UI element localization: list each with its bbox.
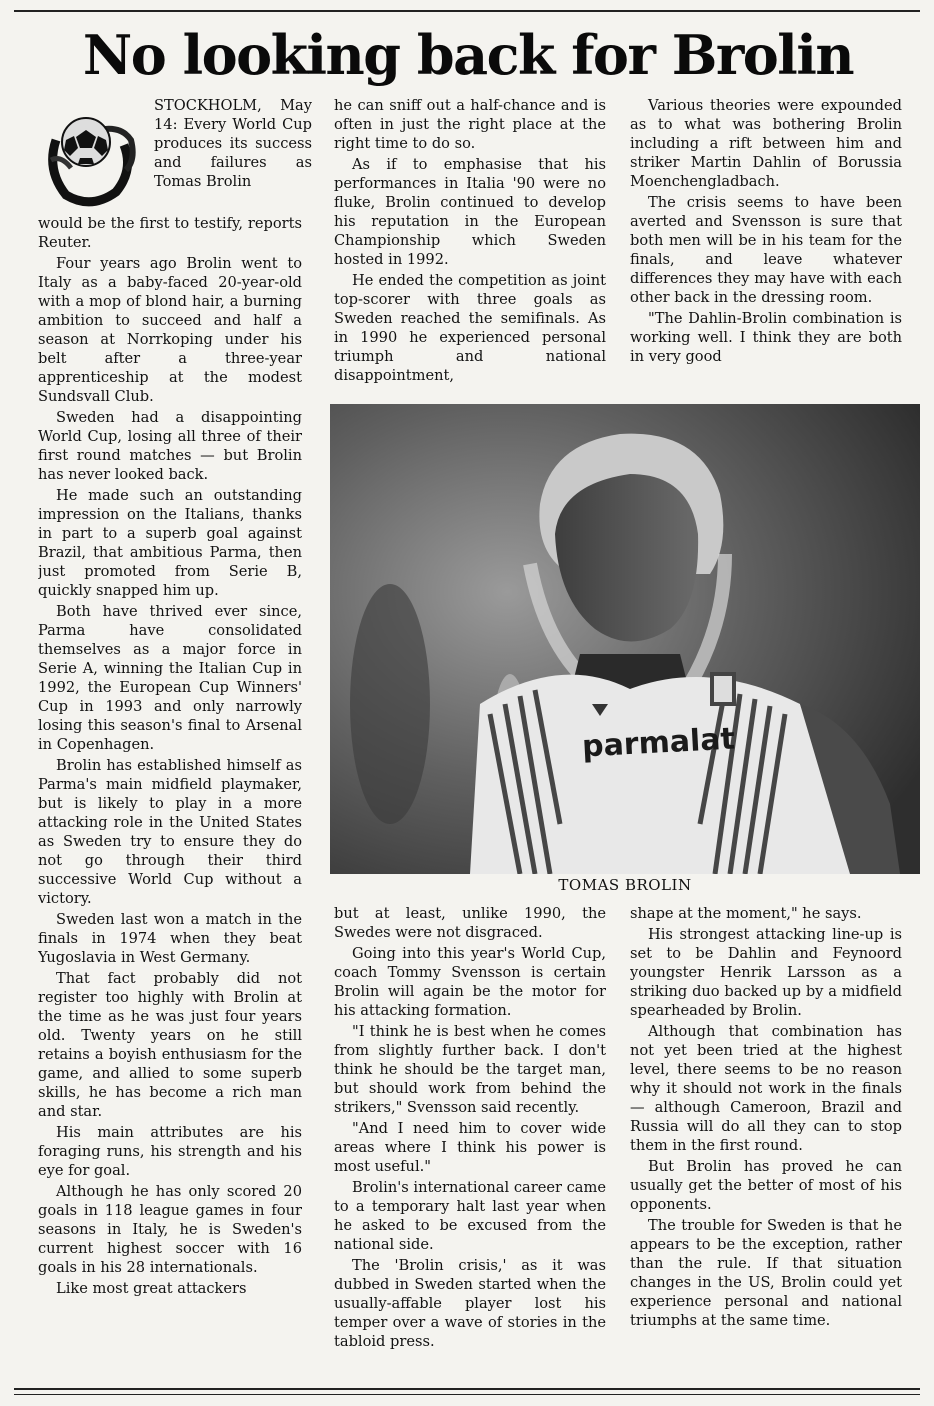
paragraph: The crisis seems to have been averted and Svensson is sure that both men will be in his team for the finals, and leave whatever differences they may have with each other back in the dressing room. xyxy=(630,194,902,306)
paragraph: Both have thrived ever since, Parma have consolidated themselves as a major force in Serie A, winning the Italian Cup in 1992, the European Cup Winners' Cup in 1993 and only narrowly losing this season's final to Arsenal in Copenhagen. xyxy=(38,603,302,753)
paragraph: Brolin's international career came to a temporary halt last year when he asked to be excused from the national side. xyxy=(334,1179,606,1253)
paragraph: Brolin has established himself as Parma's main midfield playmaker, but is likely to play in a more attacking role in the United States as Sweden try to ensure they do not go through their third successive World Cup without a victory. xyxy=(38,757,302,907)
paragraph: He ended the competition as joint top-scorer with three goals as Sweden reached the semifinals. As in 1990 he experienced personal triumph and national disappointment, xyxy=(334,272,606,384)
column-1 xyxy=(38,214,302,1384)
paragraph: His strongest attacking line-up is set to be Dahlin and Feynoord youngster Henrik Larsson as a striking duo backed up by a midfield spearheaded by Brolin. xyxy=(630,926,902,1019)
paragraph: As if to emphasise that his performances in Italia '90 were no fluke, Brolin continued to develop his reputation in the European Championship which Sweden hosted in 1992. xyxy=(334,156,606,268)
paragraph: The 'Brolin crisis,' as it was dubbed in Sweden started when the usually-affable player lost his temper over a wave of stories in the tabloid press. xyxy=(334,1257,606,1350)
top-rule xyxy=(14,10,920,12)
paragraph: would be the first to testify, reports Reuter. xyxy=(38,215,302,251)
jersey-sponsor-text: parmalat xyxy=(581,721,736,765)
paragraph: He made such an outstanding impression on the Italians, thanks in part to a superb goal against Brazil, that ambitious Parma, then just promoted from Serie B, quickly snapped him up. xyxy=(38,487,302,599)
paragraph: The trouble for Sweden is that he appears to be the exception, rather than the rule. If that situation changes in the US, Brolin could yet experience personal and national triumphs at the same time. xyxy=(630,1217,902,1329)
lead-text: STOCKHOLM, May 14: Every World Cup produces its success and failures as Tomas Brolin xyxy=(154,97,312,190)
paragraph: That fact probably did not register too highly with Brolin at the time as he was just four years old. Twenty years on he still retains a boyish enthusiasm for the game, and allied to some superb skills, he has become a rich man and star. xyxy=(38,970,302,1120)
paragraph: Sweden had a disappointing World Cup, losing all three of their first round matches — but Brolin has never looked back. xyxy=(38,409,302,483)
paragraph: Four years ago Brolin went to Italy as a baby-faced 20-year-old with a mop of blond hair, a burning ambition to succeed and half a season at Norrkoping under his belt after a three-year apprenticeship at the modest Sundsvall Club. xyxy=(38,255,302,405)
paragraph: Various theories were expounded as to what was bothering Brolin including a rift between him and striker Martin Dahlin of Borussia Moenchengladbach. xyxy=(630,97,902,190)
column-3-top xyxy=(630,96,902,400)
world-cup-logo xyxy=(36,100,146,210)
paragraph: "And I need him to cover wide areas where I think his power is most useful." xyxy=(334,1120,606,1175)
lead-paragraph xyxy=(154,96,312,216)
paragraph: he can sniff out a half-chance and is often in just the right place at the right time to do so. xyxy=(334,97,606,152)
paragraph: shape at the moment," he says. xyxy=(630,905,862,922)
bottom-rule-thin xyxy=(14,1394,920,1395)
player-photo xyxy=(330,404,920,874)
paragraph: Although he has only scored 20 goals in 118 league games in four seasons in Italy, he is Sweden's current highest soccer with 16 goals in his 28 internationals. xyxy=(38,1183,302,1276)
photo-caption: TOMAS BROLIN xyxy=(558,876,692,894)
paragraph: Going into this year's World Cup, coach Tommy Svensson is certain Brolin will again be the motor for his attacking formation. xyxy=(334,945,606,1019)
paragraph: "I think he is best when he comes from slightly further back. I don't think he should be the target man, but should work from behind the strikers," Svensson said recently. xyxy=(334,1023,606,1116)
paragraph: Although that combination has not yet been tried at the highest level, there seems to be no reason why it should not work in the finals — although Cameroon, Brazil and Russia will do all they can to stop them in the first round. xyxy=(630,1023,902,1154)
paragraph: Like most great attackers xyxy=(56,1280,247,1297)
paragraph: His main attributes are his foraging runs, his strength and his eye for goal. xyxy=(38,1124,302,1179)
paragraph: "The Dahlin-Brolin combination is working well. I think they are both in very good xyxy=(630,310,902,365)
column-2-bottom xyxy=(334,904,606,1386)
player-image xyxy=(330,404,920,874)
column-3-bottom xyxy=(630,904,902,1386)
bottom-rule xyxy=(14,1388,920,1390)
column-2-top xyxy=(334,96,606,400)
paragraph: but at least, unlike 1990, the Swedes were not disgraced. xyxy=(334,905,606,941)
paragraph: Sweden last won a match in the finals in 1974 when they beat Yugoslavia in West Germany. xyxy=(38,911,302,966)
headline: No looking back for Brolin xyxy=(82,23,854,87)
paragraph: But Brolin has proved he can usually get the better of most of his opponents. xyxy=(630,1158,902,1213)
